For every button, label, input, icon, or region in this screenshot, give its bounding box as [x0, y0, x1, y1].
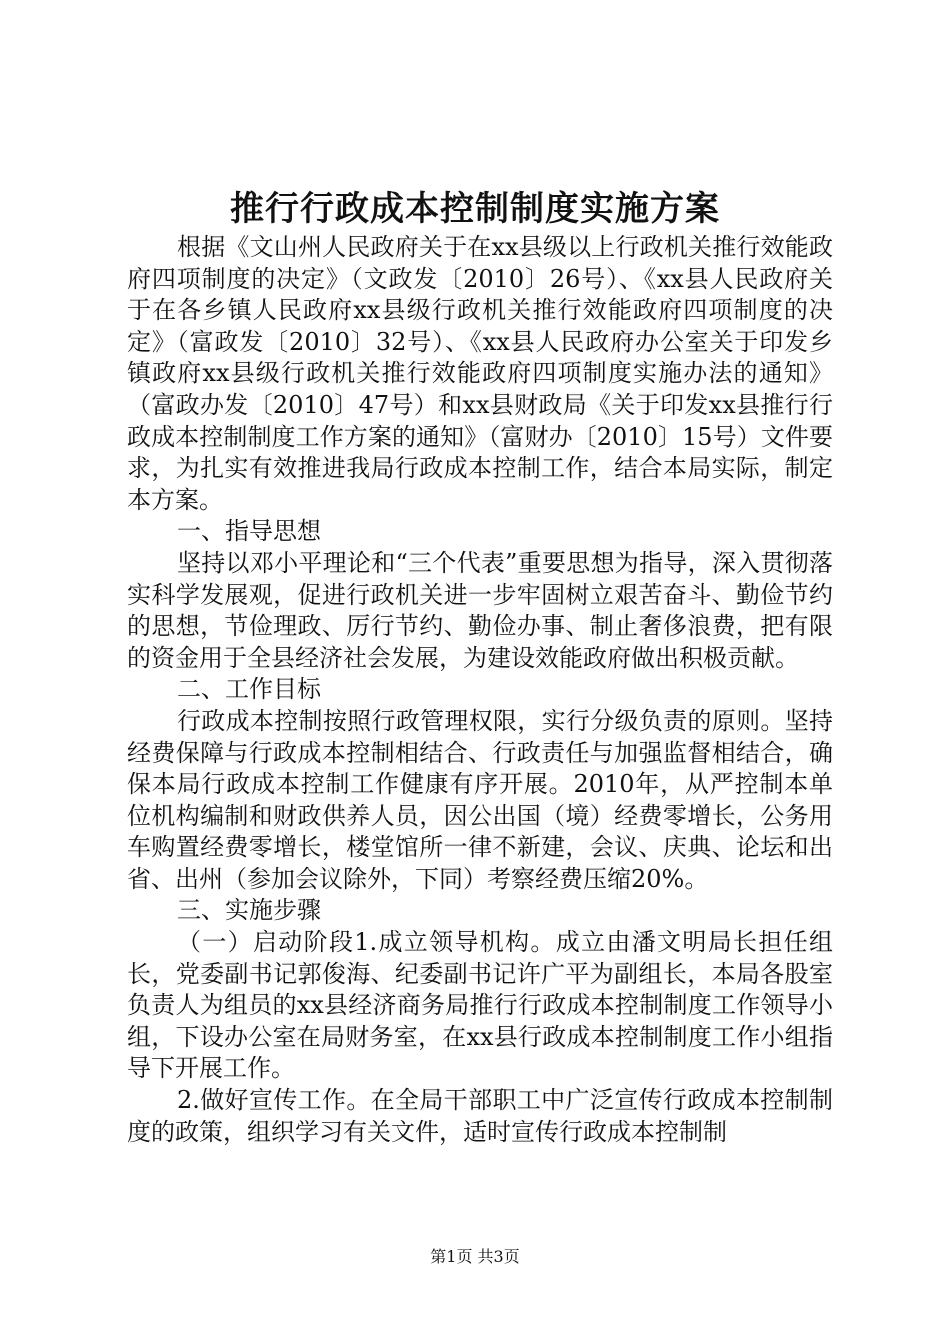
heading-implementation-steps: 三、实施步骤 [177, 896, 321, 925]
document-body [127, 232, 833, 1148]
paragraph-work-goals: 行政成本控制按照行政管理权限，实行分级负责的原则。坚持经费保障与行政成本控制相结合、行政责任与加强监督相结合，确保本局行政成本控制工作健康有序开展。2010年，从严控制本单位机构编制和财政供养人员，因公出国（境）经费零增长，公务用车购置经费零增长，楼堂馆所一律不新建，会议、庆典、论坛和出省、出州（参加会议除外，下同）考察经费压缩20%。 [127, 706, 833, 893]
document-title: 推行行政成本控制制度实施方案 [230, 189, 720, 229]
heading-work-goals: 二、工作目标 [177, 675, 321, 704]
paragraph-publicity: 2.做好宣传工作。在全局干部职工中广泛宣传行政成本控制制度的政策，组织学习有关文件，适时宣传行政成本控制制 [127, 1086, 833, 1146]
paragraph-launch-phase: （一）启动阶段1.成立领导机构。成立由潘文明局长担任组长，党委副书记郭俊海、纪委副书记许广平为副组长，本局各股室负责人为组员的xx县经济商务局推行行政成本控制制度工作领导小组，下设办公室在局财务室，在xx县行政成本控制制度工作小组指导下开展工作。 [127, 928, 833, 1083]
heading-guiding-thought: 一、指导思想 [177, 517, 321, 546]
paragraph-intro: 根据《文山州人民政府关于在xx县级以上行政机关推行效能政府四项制度的决定》（文政发〔2010〕26号）、《xx县人民政府关于在各乡镇人民政府xx县级行政机关推行效能政府四项制度的决定》（富政发〔2010〕32号）、《xx县人民政府办公室关于印发乡镇政府xx县级行政机关推行效能政府四项制度实施办法的通知》（富政办发〔2010〕47号）和xx县财政局《关于印发xx县推行行政成本控制制度工作方案的通知》（富财办〔2010〕15号）文件要求，为扎实有效推进我局行政成本控制工作，结合本局实际，制定本方案。 [127, 233, 833, 514]
page-number-footer: 第1页 共3页 [430, 1247, 520, 1266]
paragraph-guiding-thought: 坚持以邓小平理论和“三个代表”重要思想为指导，深入贯彻落实科学发展观，促进行政机关进一步牢固树立艰苦奋斗、勤俭节约的思想，节俭理政、厉行节约、勤俭办事、制止奢侈浪费，把有限的资金用于全县经济社会发展，为建设效能政府做出积极贡献。 [127, 548, 833, 672]
